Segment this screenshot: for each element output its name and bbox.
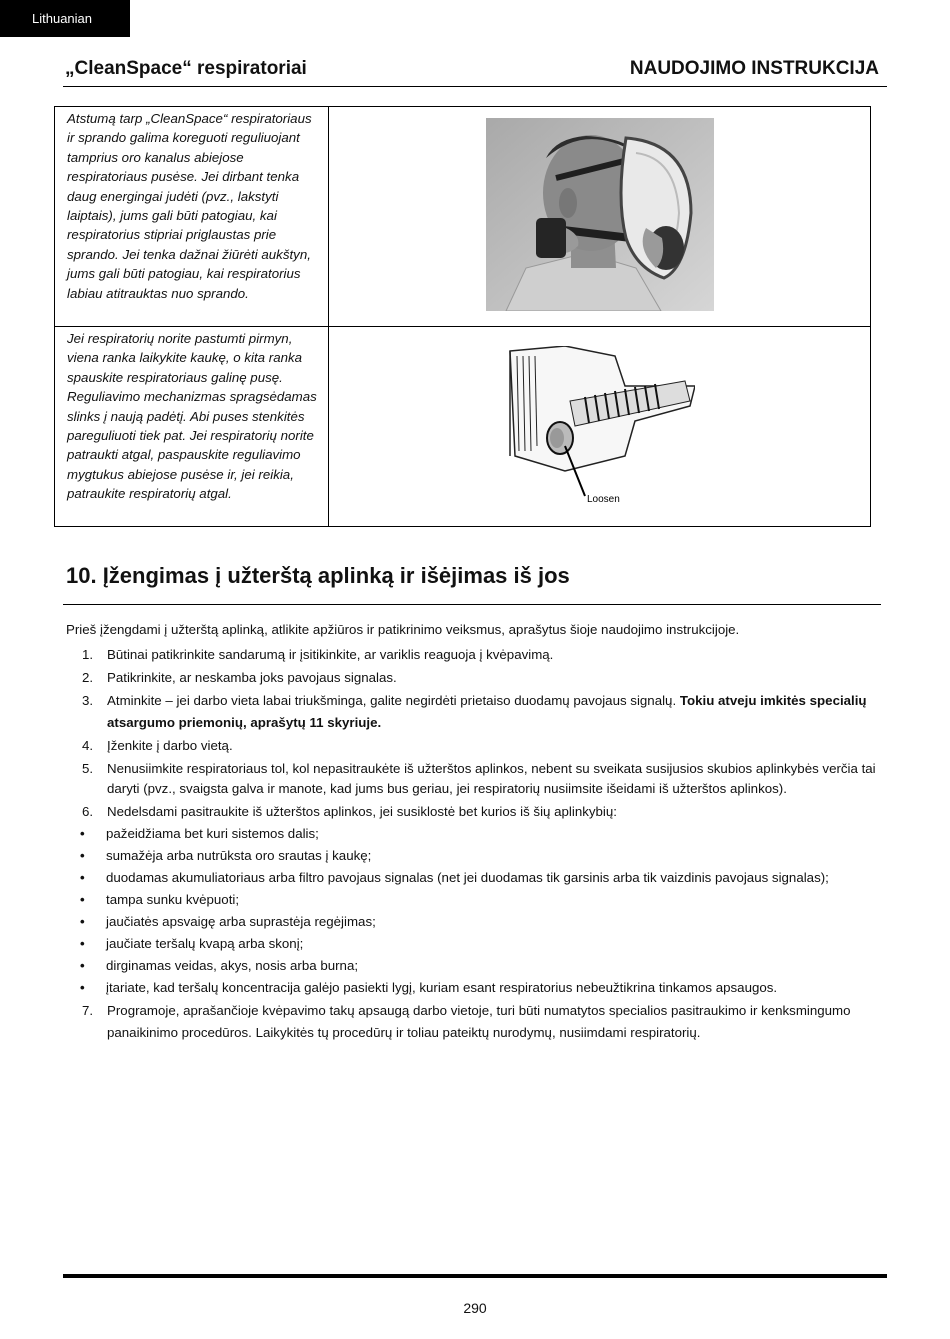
section-intro: Prieš įžengdami į užterštą aplinką, atlikite apžiūros ir patikrinimo veiksmus, aprašytus šioje naudojimo instrukcijoje. (66, 622, 740, 637)
list-item: 6. Nedelsdami pasitraukite iš užterštos aplinkos, jei susiklostė bet kurios iš šių aplinkybių: • pažeidžiama bet kuri sistemos dalis; • sumažėja arba nutrūksta oro srautas į kaukę; • duodamas akumuliatoriaus arba filtro pavojaus signalas (net jei duodamas tik garsinis arba tik vaizdinis pavojaus signalas); • tampa sunku kvėpuoti; • jaučiatės apsvaigę arba suprastėja regėjimas; • jaučiate teršalų kvapą arba skonį; • dirginamas veidas, akys, nosis arba burna; • įtariate, kad teršalų koncentracija galėjo pasiekti lygį, kuriam esant respiratorius nebeužtikrina tinkamos apsaugos. (66, 801, 884, 999)
list-item: 3. Atminkite – jei darbo vieta labai triukšminga, galite negirdėti prietaiso duodamų pavojaus signalų. Tokiu atveju imkitės specialių atsargumo priemonių, aprašytų 11 skyriuje. (82, 693, 867, 730)
instruction-text-adjust-distance: Atstumą tarp „CleanSpace“ respiratoriaus ir sprando galima koreguoti reguliuojant tamprius oro kanalus abiejose respiratoriaus pusėse. Jei dirbant tenka daug energingai judėti (pvz., lakstyti laiptais), jums gali būti patogiau, kai respiratorius stipriai priglaustas prie sprando. Jei tenka dažnai žiūrėti aukštyn, jums gali būti patogiau, kai respiratorius labiau atitrauktas nuo sprando. (55, 107, 329, 327)
warning-text: Tokiu atveju imkitės specialių atsargumo priemonių, aprašytų 11 skyriuje. (107, 693, 867, 730)
language-tab: Lithuanian (0, 0, 130, 37)
instruction-table (54, 106, 871, 527)
list-item: 5. Nenusiimkite respiratoriaus tol, kol nepasitraukėte iš užterštos aplinkos, nebent su sveikata susijusios skubios aplinkybės verčia tai daryti (pvz., svaigsta galva ir manote, kad jums bus geriau, jei respiratorių nusiimsite išeidami iš užterštos aplinkos). (82, 761, 876, 796)
footer-divider (63, 1274, 887, 1278)
list-item: • sumažėja arba nutrūksta oro srautas į kaukę; (80, 848, 372, 863)
conditions-list (66, 823, 884, 999)
instruction-text-move-respirator: Jei respiratorių norite pastumti pirmyn, viena ranka laikykite kaukę, o kita ranka spauskite respiratoriaus galinę pusę. Reguliavimo mechanizmas spragsėdamas slinks į naują padėtį. Abi puses stenkitės pareguliuoti tiek pat. Jei respiratorių norite patraukti atgal, paspauskite reguliavimo mygtukus abiejose pusėse ir, jei reikia, patraukite respiratorių atgal. (55, 327, 329, 527)
list-item: • jaučiate teršalų kvapą arba skonį; (80, 936, 304, 951)
loosen-label: Loosen (586, 494, 620, 505)
list-item: • dirginamas veidas, akys, nosis arba burna; (80, 958, 359, 973)
table-row (55, 107, 871, 327)
header-divider (63, 86, 887, 87)
section-divider (63, 604, 881, 605)
table-row (55, 327, 871, 527)
list-item: • duodamas akumuliatoriaus arba filtro pavojaus signalas (net jei duodamas tik garsinis arba tik vaizdinis pavojaus signalas); (80, 870, 829, 885)
image-cell (329, 327, 871, 527)
list-item: • pažeidžiama bet kuri sistemos dalis; (80, 826, 319, 841)
list-item: • įtariate, kad teršalų koncentracija galėjo pasiekti lygį, kuriam esant respiratorius nebeužtikrina tinkamos apsaugos. (80, 980, 778, 995)
respirator-wearer-photo (486, 118, 714, 311)
list-item: 7. Programoje, aprašančioje kvėpavimo takų apsaugą darbo vietoje, turi būti numatytos specialios pasitraukimo ir kenksmingumo panaikinimo procedūros. Laikykitės tų procedūrų ir toliau pateiktų nurodymų, nusiimdami respiratorių. (82, 1003, 851, 1040)
list-item: 1. Būtinai patikrinkite sandarumą ir įsitikinkite, ar variklis reaguoja į kvėpavimą. (82, 647, 554, 662)
list-item: • jaučiatės apsvaigę arba suprastėja regėjimas; (80, 914, 376, 929)
list-item: 2. Patikrinkite, ar neskamba joks pavojaus signalas. (82, 670, 397, 685)
image-cell (329, 107, 871, 327)
adjustment-mechanism-drawing (505, 346, 695, 506)
document-title: „CleanSpace“ respiratoriai (65, 58, 307, 79)
section-title: 10. Įžengimas į užterštą aplinką ir išėjimas iš jos (66, 563, 570, 588)
document-type-title: NAUDOJIMO INSTRUKCIJA (629, 58, 879, 79)
list-item: • tampa sunku kvėpuoti; (80, 892, 240, 907)
page-number: 290 (463, 1300, 487, 1316)
list-item: 4. Įženkite į darbo vietą. (82, 738, 233, 753)
steps-list (66, 644, 884, 1045)
